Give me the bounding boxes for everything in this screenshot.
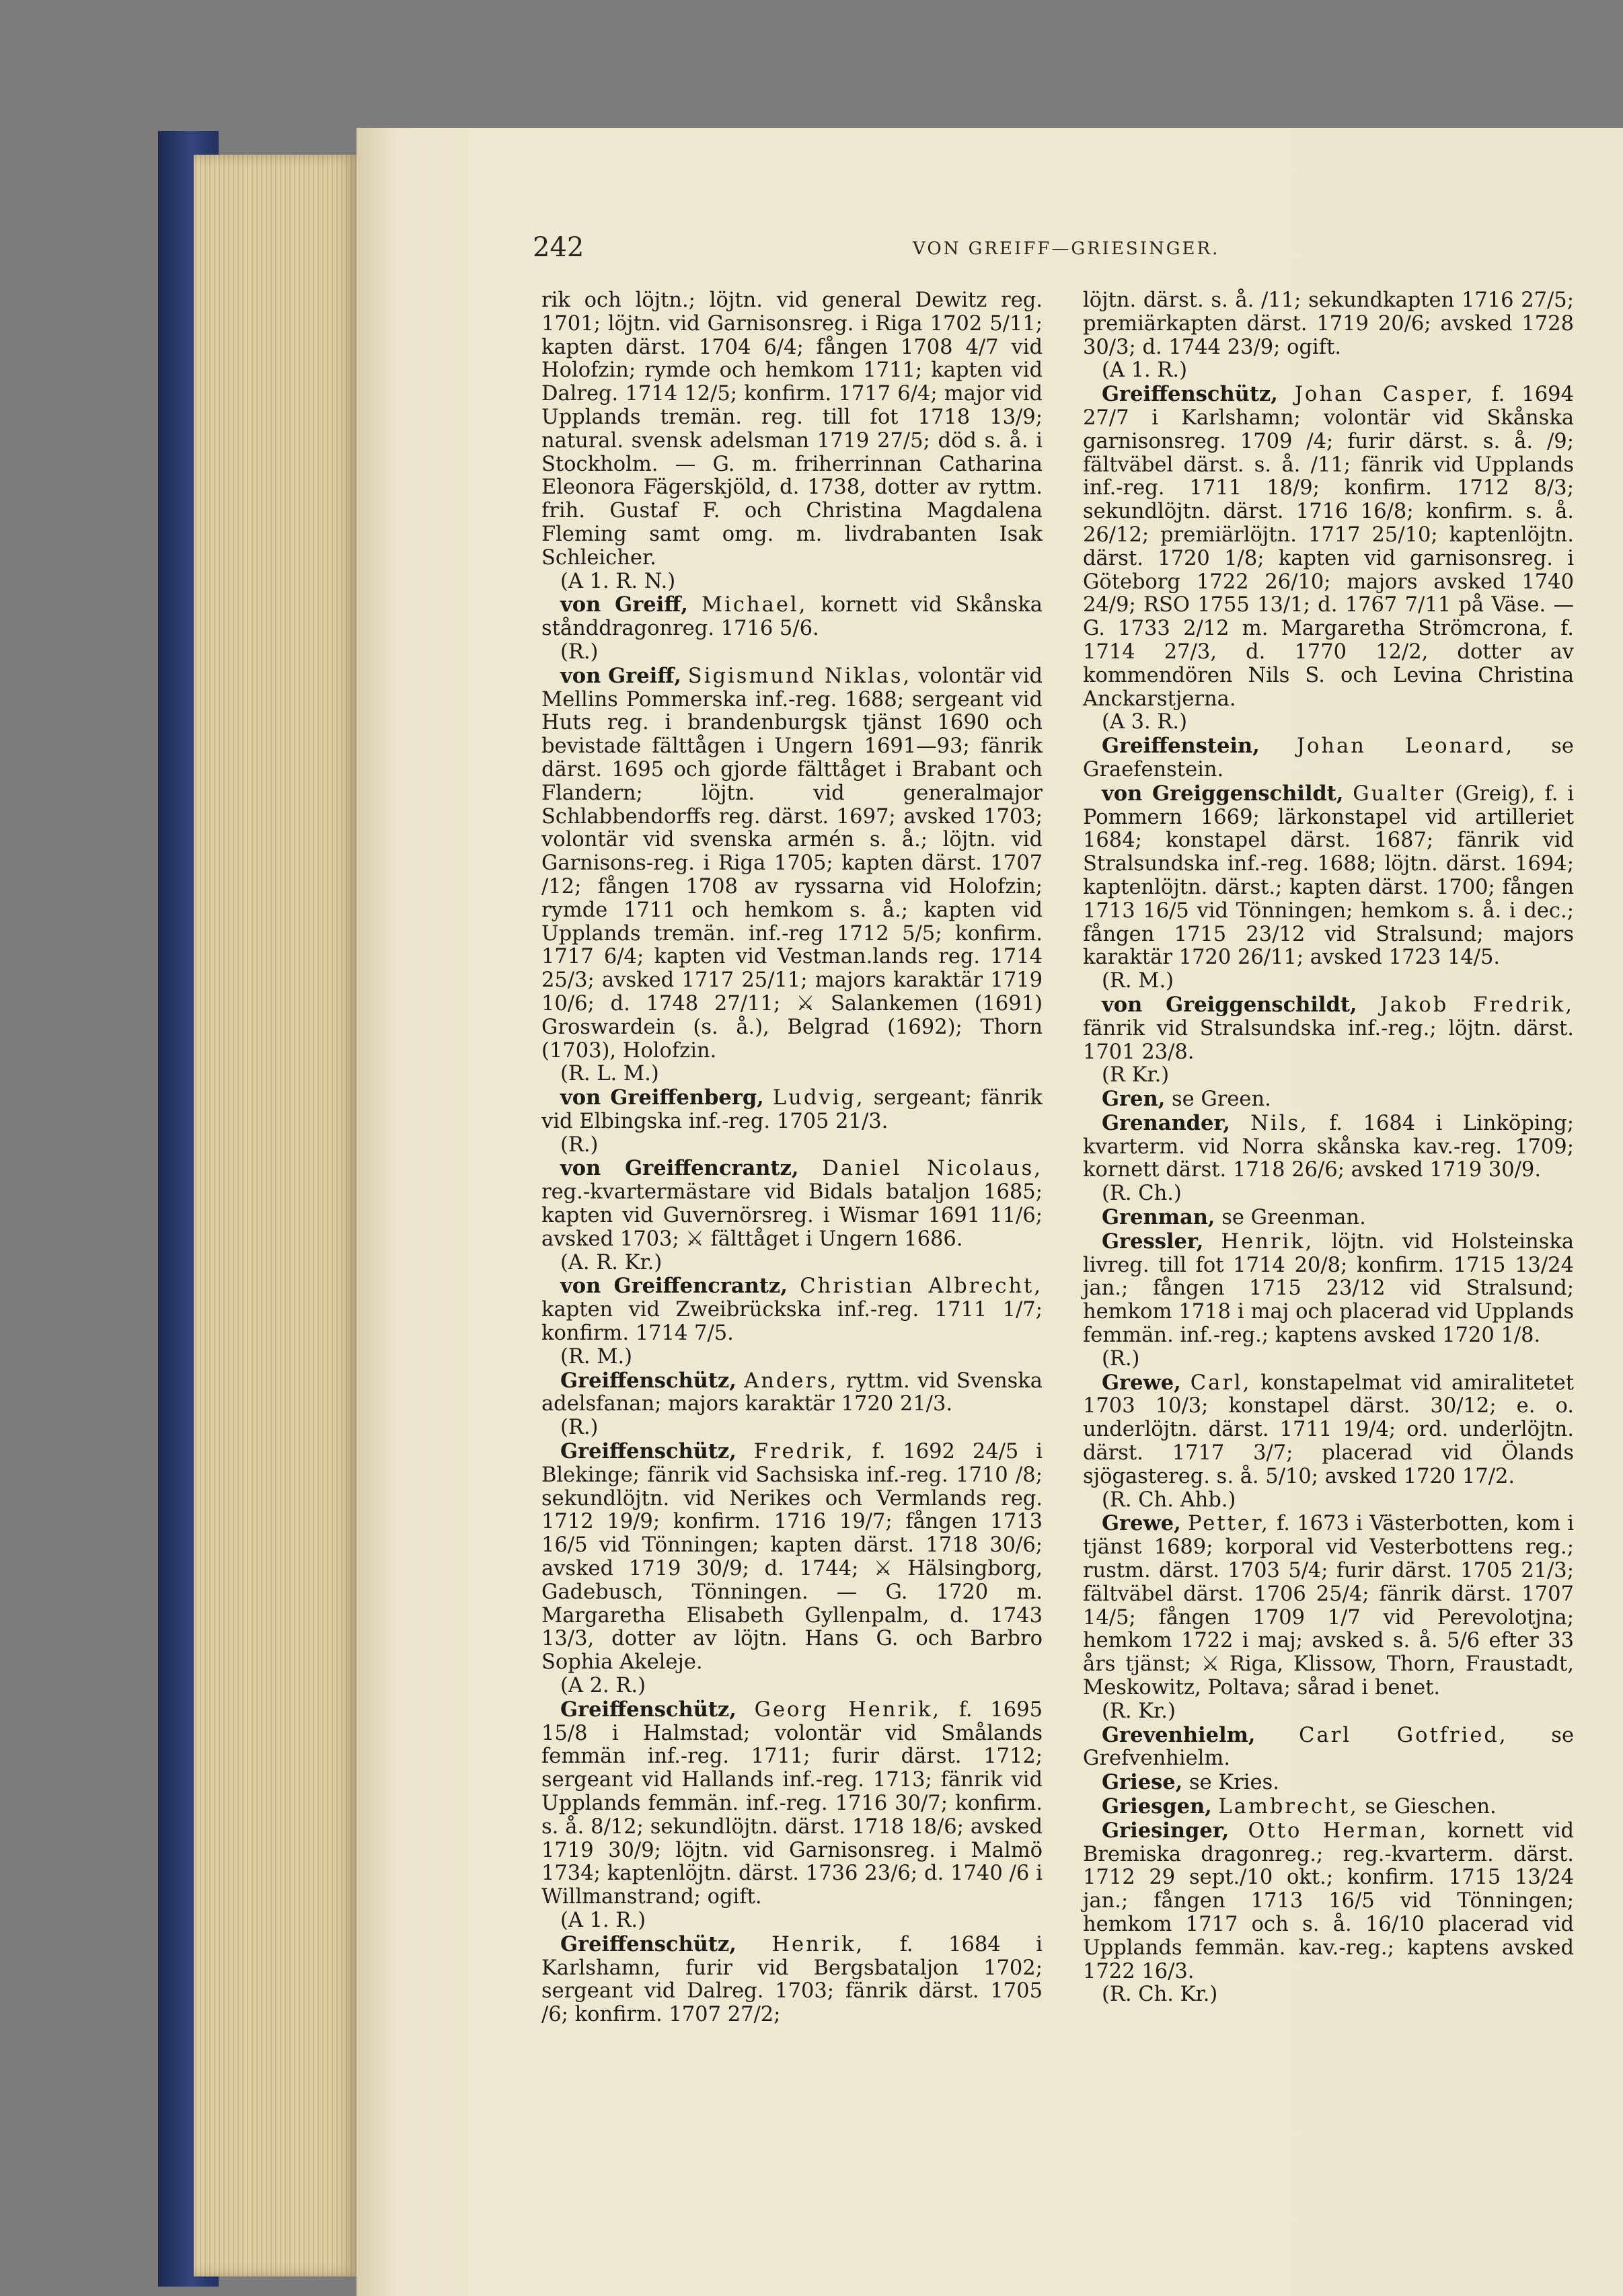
entry-given-name: Georg Henrik, [754, 1697, 941, 1722]
page-edges [194, 155, 358, 2276]
entry-given-name: Petter, [1188, 1512, 1270, 1536]
source-reference: (A 1. R. N.) [560, 569, 676, 593]
entry-name: Griese, [1102, 1770, 1183, 1795]
entry-given-name: Anders, [744, 1369, 839, 1393]
dictionary-entry [1083, 1724, 1574, 1771]
entry-text: volontär vid Mellins Pommerska inf.-reg. 1688; sergeant vid Huts reg. i brandenburgsk tjänst 1690 och bevistade fälttågen i Ungern 1691—93; fänrik därst. 1695 och gjorde fälttåget i Brabant och Flandern; löjtn. vid generalmajor Schlabbendorffs reg. därst. 1697; avsked 1703; volontär vid svenska armén s. å.; löjtn. vid Garnisons-reg. i Riga 1705; kapten därst. 1707 /12; fången 1708 av ryssarna vid Holofzin; rymde 1711 och hemkom s. å.; kapten vid Upplands tremän. inf.-reg 1712 5/5; konfirm. 1717 6/4; kapten vid Vestman.lands reg. 1714 25/3; avsked 1717 25/11; majors karaktär 1719 10/6; d. 1748 27/11; ⚔ Salankemen (1691) Groswardein (s. å.), Belgrad (1692); Thorn (1703), Holofzin. [541, 664, 1043, 1063]
entry-given-name: Carl Gotfried, [1299, 1723, 1508, 1747]
source-reference: (R.) [560, 640, 599, 664]
right-column [1083, 289, 1574, 2007]
entry-name: Griesgen, [1102, 1794, 1212, 1819]
entry-given-name: Ludvig, [772, 1086, 865, 1110]
source-reference: (A 1. R.) [1102, 358, 1187, 383]
entry-name: von Greiggenschildt, [1102, 781, 1344, 806]
entry-text: f. 1692 24/5 i Blekinge; fänrik vid Sachsiska inf.-reg. 1710 /8; sekundlöjtn. vid Nerikes och Vermlands reg. 1712 19/9; konfirm. 1716 19/7; fången 1713 16/5 vid Tönningen; kapten därst. 1718 30/6; avsked 1719 30/9; d. 1744; ⚔ Hälsingborg, Gadebusch, Tönningen. — G. 1720 m. Margaretha Elisabeth Gyllenpalm, d. 1743 13/3, dotter av löjtn. Hans G. och Barbro Sophia Akeleje. [541, 1440, 1043, 1675]
entry-name: von Greiff, [560, 663, 681, 688]
entry-text: se Gieschen. [1365, 1795, 1497, 1819]
dictionary-entry [1083, 1795, 1574, 1819]
entry-given-name: Jakob Fredrik, [1380, 993, 1574, 1017]
entry-text: f. 1684 i Karlshamn, furir vid Bergsbataljon 1702; sergeant vid Dalreg. 1703; fänrik därst. 1705 /6; konfirm. 1707 27/2; [541, 1932, 1043, 2027]
dictionary-entry [1083, 1371, 1574, 1489]
entry-name: Gressler, [1102, 1229, 1204, 1254]
dictionary-entry [541, 1157, 1043, 1251]
entry-text: (Greig), f. i Pommern 1669; lärkonstapel vid artilleriet 1684; konstapel därst. 1687; fänrik vid Stralsundska inf.-reg. 1688; löjtn. därst. 1694; kaptenlöjtn. därst.; kapten därst. 1700; fången 1713 16/5 vid Tönningen; hemkom s. å. i dec.; fången 1715 23/12 vid Stralsund; majors karaktär 1720 26/11; avsked 1723 14/5. [1083, 781, 1575, 970]
entry-given-name: Michael, [701, 593, 808, 617]
dictionary-entry [541, 664, 1043, 1063]
entry-text: reg.-kvartermästare vid Bidals bataljon 1685; kapten vid Guvernörsreg. i Wismar 1691 11/6; avsked 1703; ⚔ fälttåget i Ungern 1686. [541, 1180, 1043, 1251]
entry-given-name: Henrik, [771, 1932, 865, 1956]
entry-text: f. 1695 15/8 i Halmstad; volontär vid Smålands femmän inf.-reg. 1711; furir därst. 1712; sergeant vid Hallands inf.-reg. 1713; fänrik vid Upplands femmän. inf.-reg. 1716 30/7; konfirm. s. å. 8/12; sekundlöjtn. därst. 1718 18/6; avsked 1719 30/9; löjtn. vid Garnisonsreg. i Malmö 1734; kaptenlöjtn. därst. 1736 23/6; d. 1740 /6 i Willmanstrand; ogift. [541, 1697, 1043, 1909]
entry-name: Greiffenschütz, [560, 1368, 737, 1393]
source-reference: (R.) [560, 1416, 599, 1440]
entry-text: se Graefenstein. [1083, 734, 1574, 781]
dictionary-entry [1083, 1819, 1574, 1984]
dictionary-entry [541, 1440, 1043, 1675]
source-reference: (R. M.) [560, 1344, 633, 1369]
entry-name: Greiffenschütz, [560, 1697, 737, 1722]
entry-name: Gren, [1102, 1087, 1166, 1112]
dictionary-entry [541, 1933, 1043, 2027]
left-column [541, 289, 1043, 2027]
entry-given-name: Johan Casper, [1294, 383, 1475, 407]
page-number: 242 [533, 232, 584, 263]
source-reference: (R Kr.) [1102, 1063, 1170, 1087]
entry-name: Grenander, [1102, 1110, 1230, 1135]
entry-given-name: Otto Herman, [1248, 1819, 1429, 1843]
entry-given-name: Lambrecht, [1218, 1795, 1359, 1819]
dictionary-entry [1083, 734, 1574, 782]
entry-text: f. 1694 27/7 i Karlshamn; volontär vid Skånska garnisonsreg. 1709 /4; furir därst. s. å. /9; fältväbel därst. s. å. /11; fänrik vid Upplands inf.-reg. 1711 18/9; konfirm. 1712 8/3; sekundlöjtn. därst. 1716 16/8; konfirm. s. å. 26/12; premiärlöjtn. 1717 25/10; kaptenlöjtn. därst. 1720 1/8; kapten vid garnisonsreg. i Göteborg 1722 26/10; majors avsked 1740 24/9; RSO 1755 13/1; d. 1767 7/11 på Väse. — G. 1733 2/12 m. Margaretha Strömcrona, f. 1714 27/3, d. 1770 12/2, dotter av kommendören Nils S. och Levina Christina Anckarstjerna. [1083, 383, 1574, 711]
entry-name: Greiffenschütz, [1102, 382, 1278, 407]
dictionary-entry [1083, 993, 1574, 1064]
source-reference: (R. Ch. Kr.) [1102, 1983, 1218, 2007]
entry-given-name: Gualter [1353, 781, 1446, 806]
entry-text: löjtn. vid Holsteinska livreg. till fot 1714 20/8; konfirm. 1715 13/24 jan.; fången 1715 23/12 vid Stralsund; hemkom 1718 i maj och placerad vid Upplands femmän. inf.-reg.; kaptens avsked 1720 1/8. [1083, 1229, 1574, 1348]
entry-text: se Green. [1172, 1087, 1271, 1112]
entry-text: f. 1684 i Linköping; kvarterm. vid Norra skånska kav.-reg. 1709; kornett därst. 1718 26/6; avsked 1719 30/9. [1083, 1111, 1574, 1182]
source-reference: (A. R. Kr.) [560, 1250, 663, 1274]
entry-name: von Greiggenschildt, [1102, 992, 1357, 1017]
entry-name: von Greiff, [560, 592, 688, 617]
entry-continuation: rik och löjtn.; löjtn. vid general Dewitz reg. 1701; löjtn. vid Garnisonsreg. i Riga 1702 5/11; kapten därst. 1704 6/4; fången 1708 4/7 vid Holofzin; rymde och hemkom 1711; kapten vid Dalreg. 1714 12/5; konfirm. 1717 6/4; major vid Upplands tremän. reg. till fot 1718 13/9; natural. svensk adelsman 1719 27/5; död s. å. i Stockholm. — G. m. friherrinnan Catharina Eleonora Fägerskjöld, d. 1738, dotter av ryttm. frih. Gustaf F. och Christina Magdalena Fleming samt omg. m. livdrabanten Isak Schleicher. [541, 289, 1043, 570]
entry-name: von Greiffencrantz, [560, 1274, 788, 1299]
source-reference: (R. Ch.) [1102, 1182, 1182, 1206]
dictionary-entry [1083, 782, 1574, 970]
source-reference: (R.) [560, 1133, 599, 1157]
dictionary-entry [1083, 1771, 1574, 1795]
entry-given-name: Carl, [1190, 1371, 1252, 1395]
entry-name: Grenman, [1102, 1205, 1215, 1230]
entry-name: Greiffenschütz, [560, 1439, 737, 1464]
entry-text: f. 1673 i Västerbotten, kom i tjänst 1689; korporal vid Vesterbottens reg.; rustm. därst. 1703 5/4; furir därst. 1705 21/3; fältväbel därst. 1706 25/4; fänrik därst. 1707 14/5; fången 1709 1/7 vid Perevolotjna; hemkom 1722 i maj; avsked s. å. 5/6 efter 33 års tjänst; ⚔ Riga, Klissow, Thorn, Fraustadt, Meskowitz, Poltava; sårad i benet. [1083, 1512, 1574, 1700]
dictionary-entry [541, 1086, 1043, 1134]
source-reference: (R. L. M.) [560, 1062, 659, 1086]
entry-given-name: Christian Albrecht, [800, 1274, 1043, 1299]
entry-given-name: Nils, [1250, 1111, 1309, 1135]
entry-name: Greiffenschütz, [560, 1931, 737, 1956]
source-reference: (R. Ch. Ahb.) [1102, 1488, 1236, 1512]
entry-text: kornett vid Skånska stånddragonreg. 1716 5/6. [541, 593, 1043, 641]
entry-text: fänrik vid Stralsundska inf.-reg.; löjtn. därst. 1701 23/8. [1083, 1016, 1574, 1064]
entry-text: kapten vid Zweibrückska inf.-reg. 1711 1/7; konfirm. 1714 7/5. [541, 1298, 1043, 1346]
source-reference: (R. M.) [1102, 969, 1174, 993]
entry-text: sergeant; fänrik vid Elbingska inf.-reg. 1705 21/3. [541, 1086, 1043, 1133]
entry-text: se Kries. [1189, 1771, 1279, 1795]
source-reference: (R. Kr.) [1102, 1699, 1176, 1723]
entry-given-name: Fredrik, [753, 1440, 855, 1464]
dictionary-entry [1083, 1206, 1574, 1230]
entry-given-name: Johan Leonard, [1296, 734, 1515, 759]
entry-continuation: löjtn. därst. s. å. /11; sekundkapten 1716 27/5; premiärkapten därst. 1719 20/6; avsked 1728 30/3; d. 1744 23/9; ogift. [1083, 289, 1574, 359]
source-reference: (A 2. R.) [560, 1674, 646, 1698]
entry-given-name: Sigismund Niklas, [687, 664, 912, 688]
running-title: VON GREIFF—GRIESINGER. [913, 239, 1220, 259]
dictionary-entry [1083, 1087, 1574, 1112]
source-reference: (A 1. R.) [560, 1908, 646, 1932]
entry-text: se Grefvenhielm. [1083, 1723, 1574, 1771]
source-reference: (A 3. R.) [1102, 710, 1187, 734]
entry-text: kornett vid Bremiska dragonreg.; reg.-kvarterm. därst. 1712 29 sept./10 okt.; konfirm. 1715 13/24 jan.; fången 1713 16/5 vid Tönningen; hemkom 1717 och s. å. 16/10 placerad vid Upplands femmän. kav.-reg.; kaptens avsked 1722 16/3. [1083, 1819, 1574, 1983]
dictionary-entry [1083, 1112, 1574, 1182]
dictionary-entry [1083, 1512, 1574, 1699]
entry-text: ryttm. vid Svenska adelsfanan; majors karaktär 1720 21/3. [541, 1369, 1043, 1416]
dictionary-entry [541, 1274, 1043, 1345]
dictionary-entry [541, 1698, 1043, 1909]
entry-name: von Greiffenberg, [560, 1085, 764, 1110]
dictionary-entry [1083, 383, 1574, 711]
dictionary-entry [1083, 1230, 1574, 1348]
entry-name: Grewe, [1102, 1370, 1181, 1395]
entry-name: Griesinger, [1102, 1818, 1230, 1843]
entry-name: Grewe, [1102, 1511, 1181, 1536]
entry-given-name: Daniel Nicolaus, [822, 1157, 1043, 1181]
entry-given-name: Henrik, [1221, 1229, 1314, 1254]
entry-text: konstapelmat vid amiralitetet 1703 10/3; konstapel därst. 30/12; e. o. underlöjtn. därst. 1711 19/4; ord. underlöjtn. därst. 1717 3/7; placerad vid Ölands sjögastereg. s. å. 5/10; avsked 1720 17/2. [1083, 1371, 1574, 1488]
entry-name: von Greiffencrantz, [560, 1156, 799, 1181]
dictionary-entry [541, 1369, 1043, 1417]
source-reference: (R.) [1102, 1346, 1140, 1371]
entry-name: Grevenhielm, [1102, 1722, 1256, 1747]
entry-name: Greiffenstein, [1102, 734, 1260, 759]
dictionary-entry [541, 593, 1043, 641]
entry-text: se Greenman. [1221, 1206, 1366, 1230]
